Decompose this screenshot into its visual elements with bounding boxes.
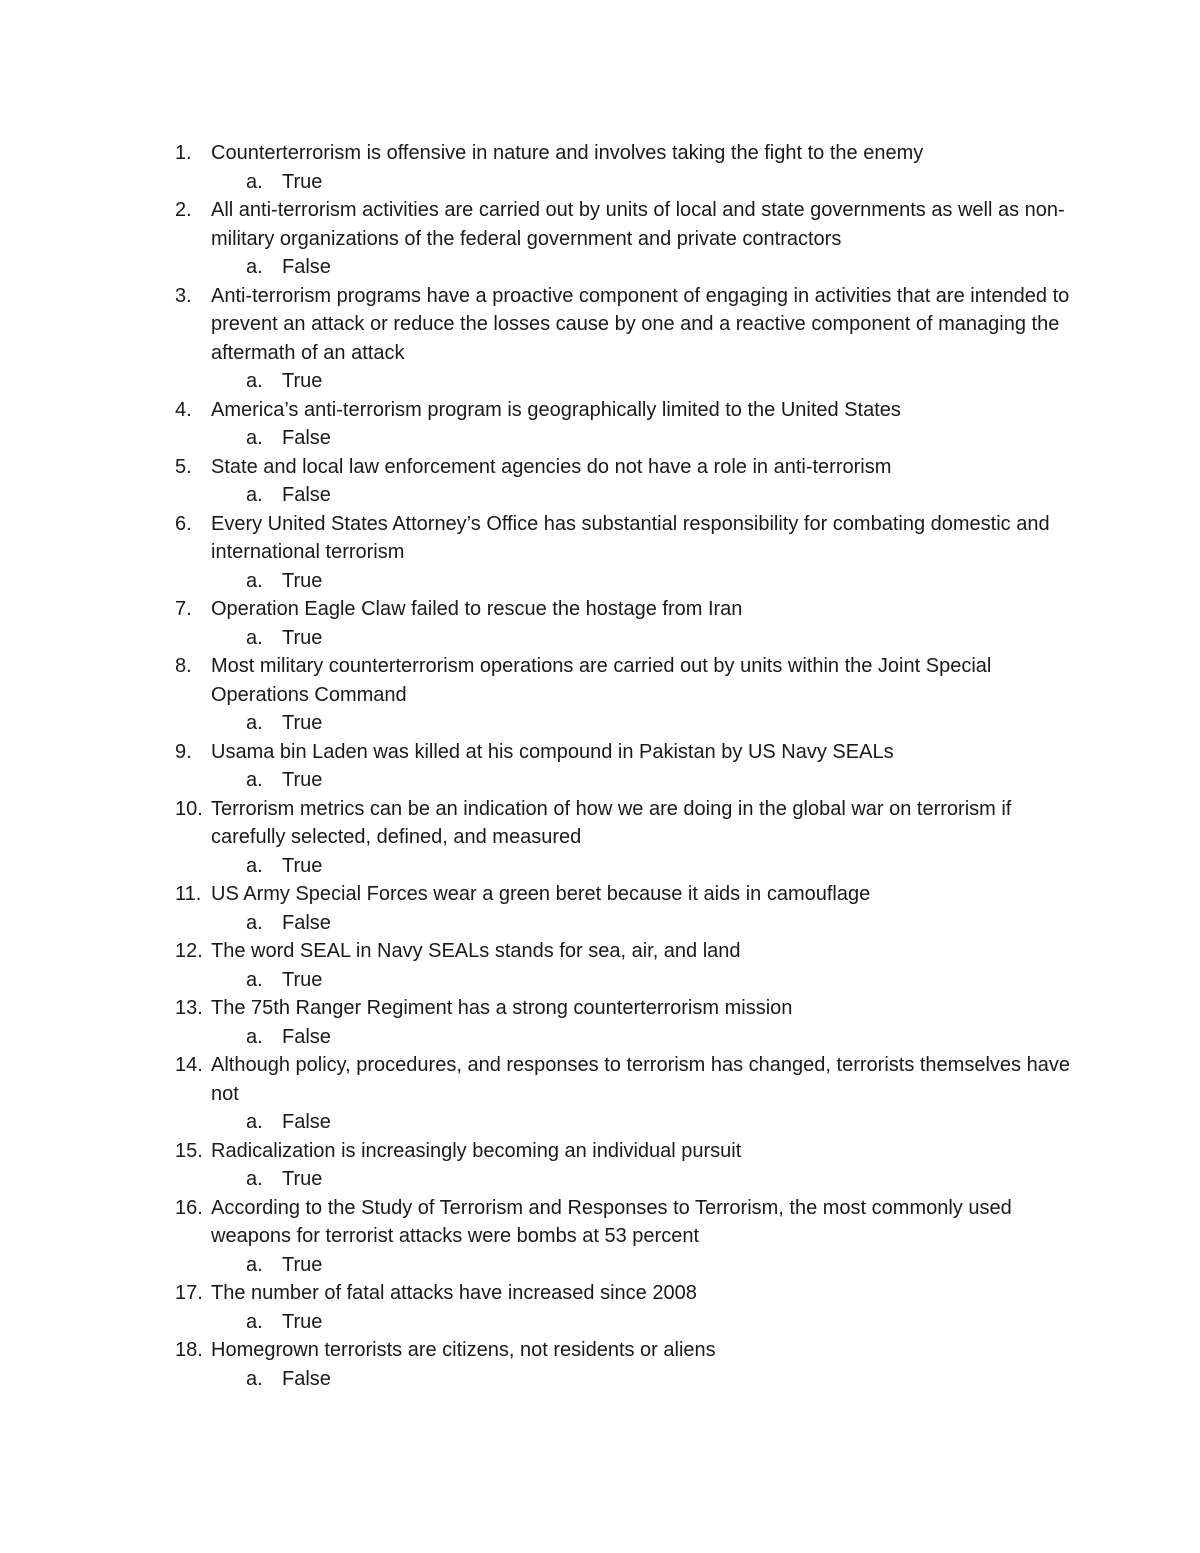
- question-text: Most military counterterrorism operations are carried out by units within the Joint Special Operations Command: [211, 655, 992, 706]
- question-text: State and local law enforcement agencies do not have a role in anti-terrorism: [211, 455, 892, 478]
- answer-letter: a.: [246, 1367, 263, 1390]
- answer: [0, 966, 1200, 995]
- question-number: 2.: [175, 199, 192, 221]
- question: [0, 1051, 1071, 1108]
- question-text: Terrorism metrics can be an indication of how we are doing in the global war on terrorism if carefully selected, defined, and measured: [211, 797, 1012, 848]
- question: [0, 282, 1071, 368]
- answer-letter: a.: [246, 968, 263, 991]
- question: [0, 994, 1071, 1023]
- answer-letter: a.: [246, 1253, 263, 1276]
- answer-letter: a.: [246, 626, 263, 649]
- answer: [0, 481, 1200, 510]
- question-text: All anti-terrorism activities are carried out by units of local and state governments as well as non-military organizations of the federal government and private contractors: [211, 199, 1065, 250]
- answer-text: True: [282, 769, 323, 791]
- answer-text: False: [282, 256, 331, 278]
- answer-letter: a.: [246, 569, 263, 592]
- answer-text: False: [282, 1025, 331, 1048]
- question-text: The word SEAL in Navy SEALs stands for sea, air, and land: [211, 940, 741, 962]
- answer-text: False: [282, 484, 331, 506]
- answer-text: False: [282, 1111, 331, 1133]
- question-item: [0, 510, 1200, 596]
- question-number: 7.: [175, 598, 192, 620]
- question: [0, 510, 1071, 567]
- question-text: Usama bin Laden was killed at his compound in Pakistan by US Navy SEALs: [211, 740, 894, 763]
- question-item: [0, 652, 1200, 738]
- question-number: 13.: [175, 997, 203, 1019]
- question-text: The number of fatal attacks have increased since 2008: [211, 1282, 697, 1304]
- answer-text: True: [282, 968, 323, 991]
- question: [0, 396, 1071, 425]
- question: [0, 738, 1071, 767]
- answer: [0, 766, 1200, 795]
- answer-text: True: [282, 1310, 323, 1333]
- question-item: [0, 1194, 1200, 1280]
- answer: [0, 1251, 1200, 1280]
- answer: [0, 624, 1200, 653]
- answer-text: True: [282, 1253, 323, 1276]
- answer-letter: a.: [246, 170, 263, 193]
- answer: [0, 367, 1200, 396]
- answer-text: True: [282, 569, 323, 592]
- question-number: 14.: [175, 1054, 203, 1076]
- question-number: 4.: [175, 398, 192, 421]
- question-item: [0, 1279, 1200, 1336]
- question: [0, 1194, 1071, 1251]
- question-text: The 75th Ranger Regiment has a strong counterterrorism mission: [211, 997, 793, 1019]
- question-item: [0, 1137, 1200, 1194]
- answer-letter: a.: [246, 1111, 263, 1133]
- question-item: [0, 738, 1200, 795]
- question-item: [0, 880, 1200, 937]
- question: [0, 453, 1071, 482]
- answer-text: True: [282, 712, 323, 734]
- answer: [0, 1308, 1200, 1337]
- question: [0, 1336, 1071, 1365]
- answer-letter: a.: [246, 1168, 263, 1190]
- question-item: [0, 282, 1200, 396]
- question-number: 5.: [175, 455, 192, 478]
- question-item: [0, 139, 1200, 196]
- question-number: 3.: [175, 284, 192, 307]
- answer-text: True: [282, 626, 323, 649]
- question-item: [0, 396, 1200, 453]
- answer: [0, 909, 1200, 938]
- answer-letter: a.: [246, 370, 263, 392]
- question: [0, 595, 1071, 624]
- answer: [0, 1165, 1200, 1194]
- question-number: 8.: [175, 655, 192, 677]
- question: [0, 937, 1071, 966]
- answer-text: False: [282, 911, 331, 934]
- question-item: [0, 795, 1200, 881]
- question-number: 6.: [175, 512, 192, 535]
- answer: [0, 253, 1200, 282]
- question-number: 1.: [175, 142, 192, 164]
- question: [0, 880, 1071, 909]
- answer: [0, 1023, 1200, 1052]
- question-item: [0, 595, 1200, 652]
- question: [0, 652, 1071, 709]
- question-number: 17.: [175, 1282, 203, 1304]
- question-text: Operation Eagle Claw failed to rescue the hostage from Iran: [211, 598, 743, 620]
- answer-letter: a.: [246, 1310, 263, 1333]
- question-number: 12.: [175, 940, 203, 962]
- question-item: [0, 1336, 1200, 1393]
- question-number: 15.: [175, 1139, 203, 1162]
- question-text: Homegrown terrorists are citizens, not residents or aliens: [211, 1339, 716, 1361]
- answer-letter: a.: [246, 484, 263, 506]
- question-item: [0, 1051, 1200, 1137]
- answer: [0, 709, 1200, 738]
- question-text: Every United States Attorney’s Office has substantial responsibility for combating domestic and international terrorism: [211, 512, 1050, 563]
- question-item: [0, 196, 1200, 282]
- question-text: Counterterrorism is offensive in nature and involves taking the fight to the enemy: [211, 142, 924, 164]
- answer-text: True: [282, 1168, 323, 1190]
- question: [0, 1279, 1071, 1308]
- question-item: [0, 937, 1200, 994]
- question-number: 10.: [175, 797, 203, 820]
- question-number: 18.: [175, 1339, 203, 1361]
- question-text: Radicalization is increasingly becoming an individual pursuit: [211, 1139, 742, 1162]
- answer-letter: a.: [246, 854, 263, 877]
- answer: [0, 424, 1200, 453]
- answer-text: True: [282, 854, 323, 877]
- question-text: According to the Study of Terrorism and Responses to Terrorism, the most commonly used weapons for terrorist attacks were bombs at 53 percent: [211, 1196, 1012, 1247]
- question-number: 16.: [175, 1196, 203, 1219]
- answer-letter: a.: [246, 911, 263, 934]
- question-text: Although policy, procedures, and responses to terrorism has changed, terrorists themselves have not: [211, 1054, 1070, 1105]
- answer-letter: a.: [246, 427, 263, 449]
- question: [0, 139, 1071, 168]
- answer-text: False: [282, 427, 331, 449]
- question-number: 9.: [175, 740, 192, 763]
- question: [0, 196, 1071, 253]
- answer: [0, 852, 1200, 881]
- answer-letter: a.: [246, 769, 263, 791]
- answer-text: False: [282, 1367, 331, 1390]
- answer-letter: a.: [246, 1025, 263, 1048]
- question-item: [0, 994, 1200, 1051]
- answer-text: True: [282, 170, 323, 193]
- answer: [0, 567, 1200, 596]
- question-text: US Army Special Forces wear a green beret because it aids in camouflage: [211, 883, 871, 905]
- question-item: [0, 453, 1200, 510]
- answer-letter: a.: [246, 256, 263, 278]
- question-text: America’s anti-terrorism program is geographically limited to the United States: [211, 398, 901, 421]
- question: [0, 1137, 1071, 1166]
- question-number: 11.: [175, 883, 202, 905]
- answer-text: True: [282, 370, 323, 392]
- answer: [0, 1365, 1200, 1394]
- question-text: Anti-terrorism programs have a proactive component of engaging in activities that are intended to prevent an attack or reduce the losses cause by one and a reactive component of managing the aftermath of an attack: [211, 284, 1070, 364]
- answer: [0, 168, 1200, 197]
- answer-letter: a.: [246, 712, 263, 734]
- question-list: [0, 139, 1200, 1393]
- answer: [0, 1108, 1200, 1137]
- question: [0, 795, 1071, 852]
